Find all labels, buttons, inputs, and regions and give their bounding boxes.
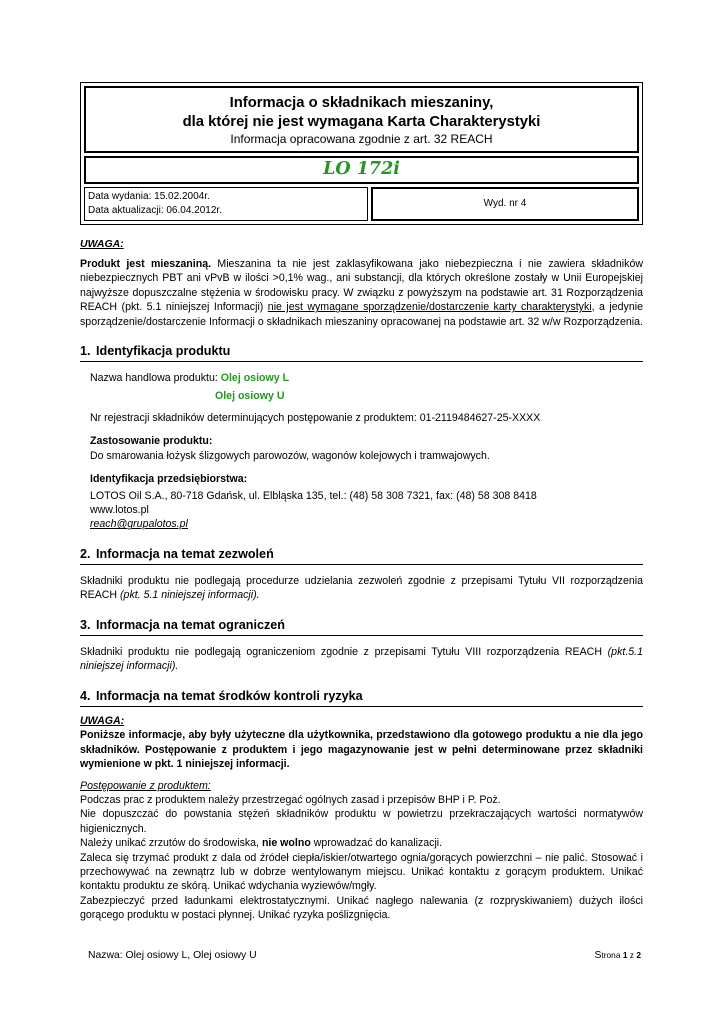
handling-line-3: [80, 836, 643, 850]
update-date: Data aktualizacji: 06.04.2012r.: [88, 205, 222, 217]
handling-line-4: Zaleca się trzymać produkt z dala od źródeł ciepła/iskier/otwartego ognia/gorących powierzchni – nie palić. Stosować i przechowywać na zewnątrz lub w dobrze wentylowanym miejscu. Unikać kontaktu z gorącym produktem. Unikać kontaktu produktu ze skórą. Unikać wdychania wyziewów/mgły.: [80, 851, 643, 893]
section-1-title: Identyfikacja produktu: [96, 344, 231, 359]
trade-name-row-2: [90, 389, 643, 403]
section-3-number: 3.: [80, 617, 91, 632]
title-line-2: dla której nie jest wymagana Karta Charakterystyki: [182, 113, 541, 130]
page-number: 1: [622, 950, 628, 960]
document-header: [80, 82, 643, 225]
product-code-box: [84, 156, 639, 184]
company-website[interactable]: www.lotos.pl: [90, 504, 149, 517]
usage-label: Zastosowanie produktu:: [90, 435, 213, 448]
title-line-1: Informacja o składnikach mieszaniny,: [229, 95, 494, 111]
handling-line-3b: nie wolno: [261, 837, 311, 850]
section-3-heading: [80, 617, 643, 636]
section-3-text-italic: (pkt.5.1 niniejszej informacji).: [80, 645, 643, 673]
intro-underlined: nie jest wymagane sporządzenie/dostarczenie karty charakterystyki: [267, 301, 592, 314]
company-email-link[interactable]: reach@grupalotos.pl: [90, 518, 188, 531]
document-page: [80, 82, 643, 923]
intro-paragraph: [80, 257, 643, 329]
dates-box: [84, 187, 368, 221]
section-4-warning-label: UWAGA:: [80, 714, 125, 727]
dates-row: [84, 187, 639, 221]
intro-warning-label: UWAGA:: [80, 237, 124, 250]
page-indicator-trona: trona: [601, 950, 623, 960]
trade-name-2: Olej osiowy U: [215, 389, 285, 402]
section-2-number: 2.: [80, 546, 91, 561]
section-2-text-italic: (pkt. 5.1 niniejszej informacji).: [120, 589, 260, 602]
section-2-title: Informacja na temat zezwoleń: [96, 546, 274, 561]
section-2-text-main: Składniki produktu nie podlegają procedurze udzielania zezwoleń zgodnie z przepisami Tytułu VII rozporządzenia REACH: [80, 575, 643, 602]
intro-text-a: Mieszanina ta nie jest zaklasyfikowana jako niebezpieczna i nie zawiera składników niebezpiecznych PBT ani vPvB w ilości >0,1% wag., ani substancji, dla których określone zostały w Unii Europejskiej najwyższe dopuszczalne stężenia w środowisku pracy. W związku z powyższym na podstawie art. 31 Rozporządzenia REACH (pkt. 5.1 niniejszej Informacji): [80, 258, 644, 314]
registration-number: Nr rejestracji składników determinujących postępowanie z produktem: 01-2119484627-25-XXXX: [90, 412, 541, 425]
subtitle: Informacja opracowana zgodnie z art. 32 REACH: [230, 131, 493, 146]
section-2-heading: [80, 546, 643, 565]
issue-date: Data wydania: 15.02.2004r.: [88, 191, 210, 203]
page-footer: [88, 949, 641, 963]
handling-label: Postępowanie z produktem:: [80, 779, 211, 792]
handling-line-3c: wprowadzać do kanalizacji.: [310, 837, 443, 850]
trade-name-1: Olej osiowy L: [220, 372, 290, 385]
trade-name-row: [90, 371, 643, 385]
section-1-number: 1.: [80, 344, 91, 359]
intro-text-b: , a jedynie sporządzenie/dostarczenie Informacji o składnikach mieszaniny opracowanej na podstawie art. 32 w/w Rozporządzenia.: [80, 301, 643, 328]
handling-line-3a: Należy unikać zrzutów do środowiska,: [80, 837, 262, 850]
title-box: [84, 86, 639, 153]
usage-text: Do smarowania łożysk ślizgowych parowozów, wagonów kolejowych i tramwajowych.: [90, 449, 490, 462]
handling-line-1: Podczas prac z produktem należy przestrzegać ogólnych zasad i przepisów BHP i P. Poż.: [80, 793, 501, 806]
footer-product-name: Nazwa: Olej osiowy L, Olej osiowy U: [88, 950, 257, 961]
page-indicator-s: S: [594, 950, 602, 961]
product-code: LO 172i: [323, 158, 400, 179]
company-text: LOTOS Oil S.A., 80-718 Gdańsk, ul. Elbląska 135, tel.: (48) 58 308 7321, fax: (48) 58 308 8418: [90, 489, 537, 502]
section-2-text: [80, 574, 643, 603]
section-1-heading: [80, 343, 643, 362]
section-3-text-main: Składniki produktu nie podlegają ograniczeniom zgodnie z przepisami Tytułu VIII rozporządzenia REACH: [80, 645, 608, 658]
section-4-heading: [80, 688, 643, 707]
section-3-text: [80, 645, 643, 674]
trade-name-label: Nazwa handlowa produktu:: [90, 372, 221, 385]
section-4-title: Informacja na temat środków kontroli ryzyka: [96, 688, 363, 703]
section-1-body: [80, 371, 643, 532]
page-total: 2: [636, 950, 641, 960]
section-3-title: Informacja na temat ograniczeń: [96, 617, 285, 632]
edition-box: [371, 187, 639, 221]
handling-line-5: Zabezpieczyć przed ładunkami elektrostatycznymi. Unikać nagłego nalewania (z rozpryskiwaniem) dużych ilości gorącego produktu w postaci płynnej. Unikać ryzyka poślizgnięcia.: [80, 894, 643, 922]
page-indicator: [594, 949, 641, 963]
section-4-number: 4.: [80, 688, 91, 703]
section-4-warning-text: Poniższe informacje, aby były użyteczne dla użytkownika, przedstawiono dla gotowego produktu a nie dla jego składników. Postępowanie z produktem i jego magazynowanie jest w pełni determinowane przez składniki wymienione w pkt. 1 niniejszej informacji.: [80, 729, 643, 771]
intro-bold-lead: Produkt jest mieszaniną.: [80, 258, 212, 271]
page-indicator-z: z: [627, 950, 637, 960]
handling-line-2: Nie dopuszczać do powstania stężeń składników produktu w powietrzu przekraczających wartości normatywów higienicznych.: [80, 808, 643, 835]
company-label: Identyfikacja przedsiębiorstwa:: [90, 473, 248, 486]
edition: Wyd. nr 4: [483, 198, 527, 210]
